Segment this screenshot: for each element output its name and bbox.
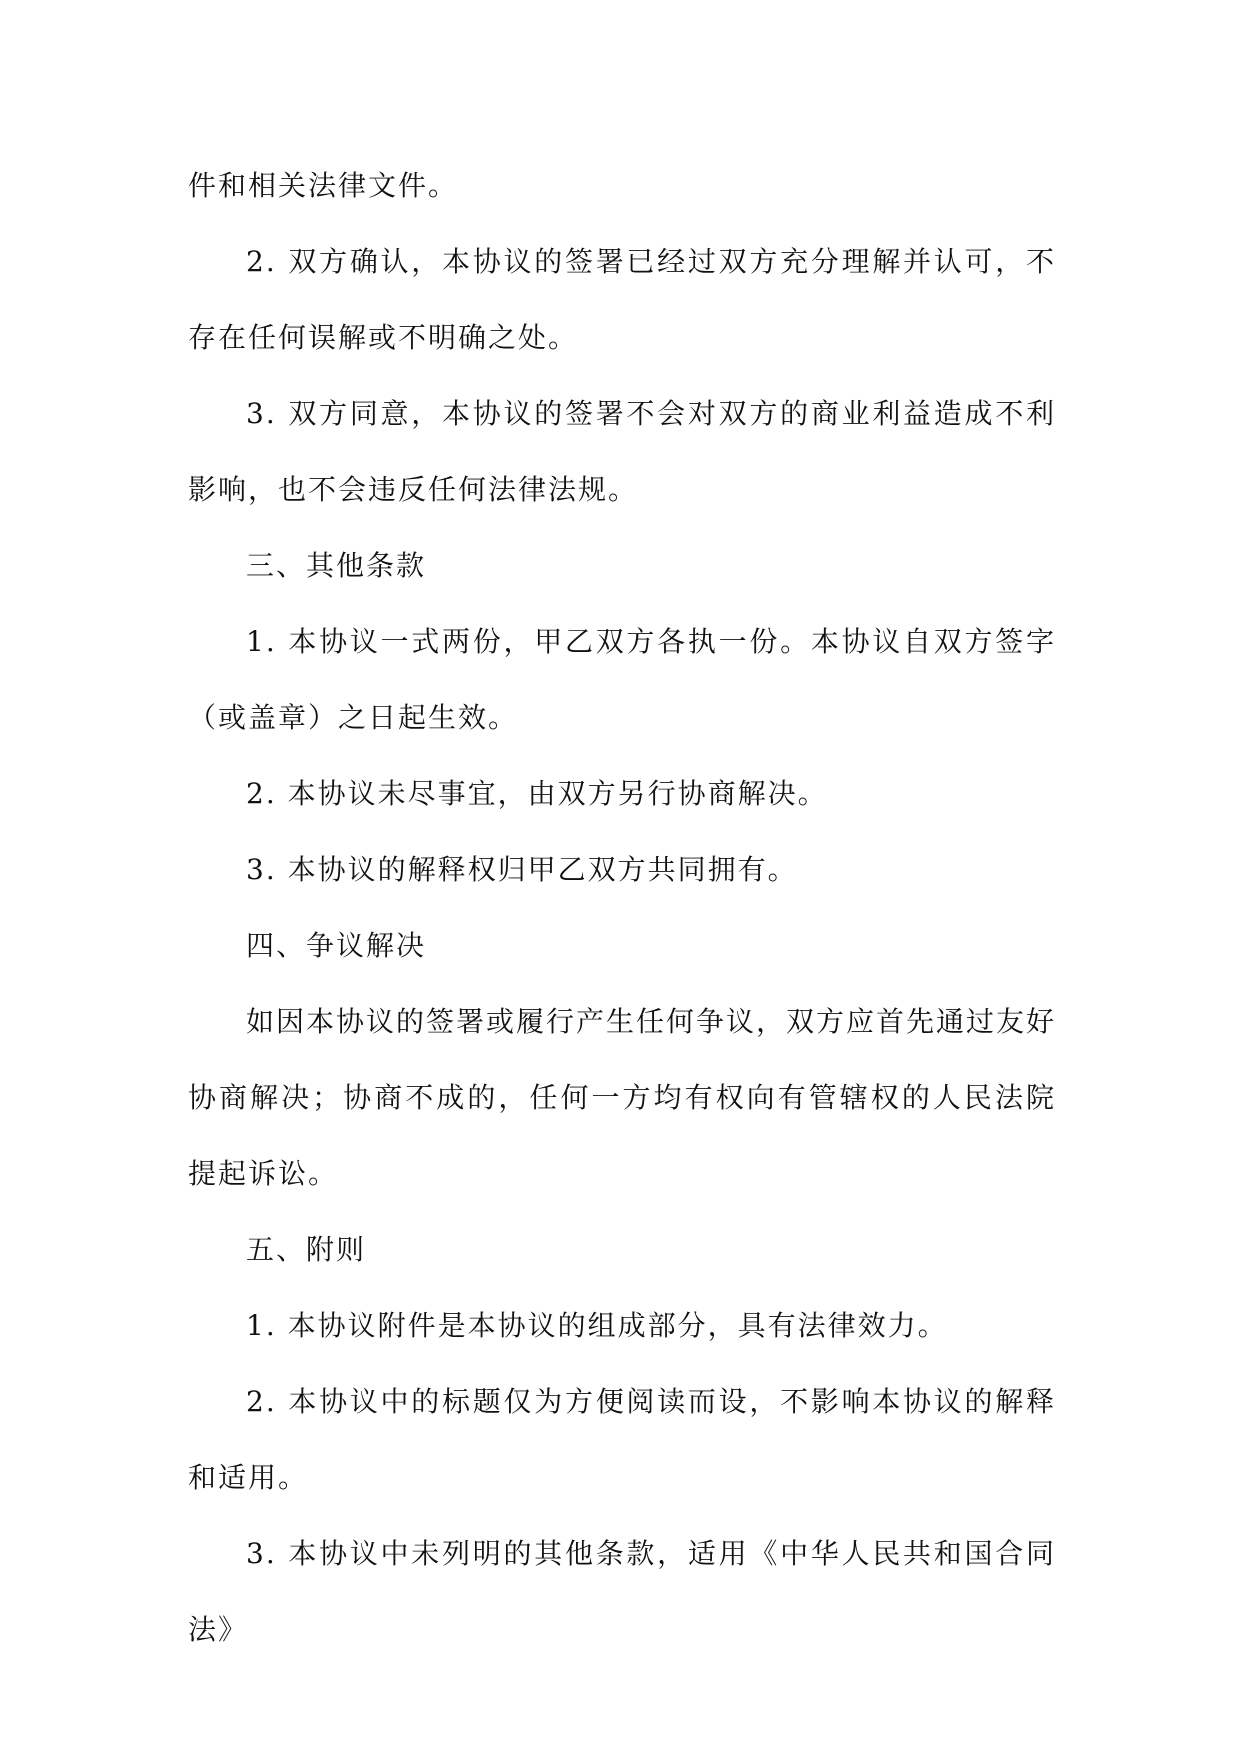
clause-5-1: 1. 本协议附件是本协议的组成部分，具有法律效力。 (246, 1309, 948, 1342)
document-body (188, 148, 1056, 1668)
clause-5-2: 2. 本协议中的标题仅为方便阅读而设，不影响本协议的解释和适用。 (188, 1385, 1056, 1494)
section-heading-3: 三、其他条款 (246, 549, 427, 582)
section-heading-4: 四、争议解决 (246, 929, 427, 962)
clause-3-1: 1. 本协议一式两份，甲乙双方各执一份。本协议自双方签字（或盖章）之日起生效。 (188, 625, 1056, 734)
clause-2-3: 3. 双方同意，本协议的签署不会对双方的商业利益造成不利影响，也不会违反任何法律法规。 (188, 397, 1056, 506)
dispute-clause: 如因本协议的签署或履行产生任何争议，双方应首先通过友好协商解决；协商不成的，任何一方均有权向有管辖权的人民法院提起诉讼。 (188, 1005, 1057, 1190)
clause-5-3: 3. 本协议中未列明的其他条款，适用《中华人民共和国合同法》 (188, 1537, 1056, 1646)
paragraph-continuation: 件和相关法律文件。 (188, 169, 459, 202)
clause-2-2: 2. 双方确认，本协议的签署已经过双方充分理解并认可，不存在任何误解或不明确之处。 (188, 245, 1056, 354)
clause-3-3: 3. 本协议的解释权归甲乙双方共同拥有。 (246, 853, 798, 886)
clause-3-2: 2. 本协议未尽事宜，由双方另行协商解决。 (246, 777, 828, 810)
section-heading-5: 五、附则 (246, 1233, 367, 1266)
